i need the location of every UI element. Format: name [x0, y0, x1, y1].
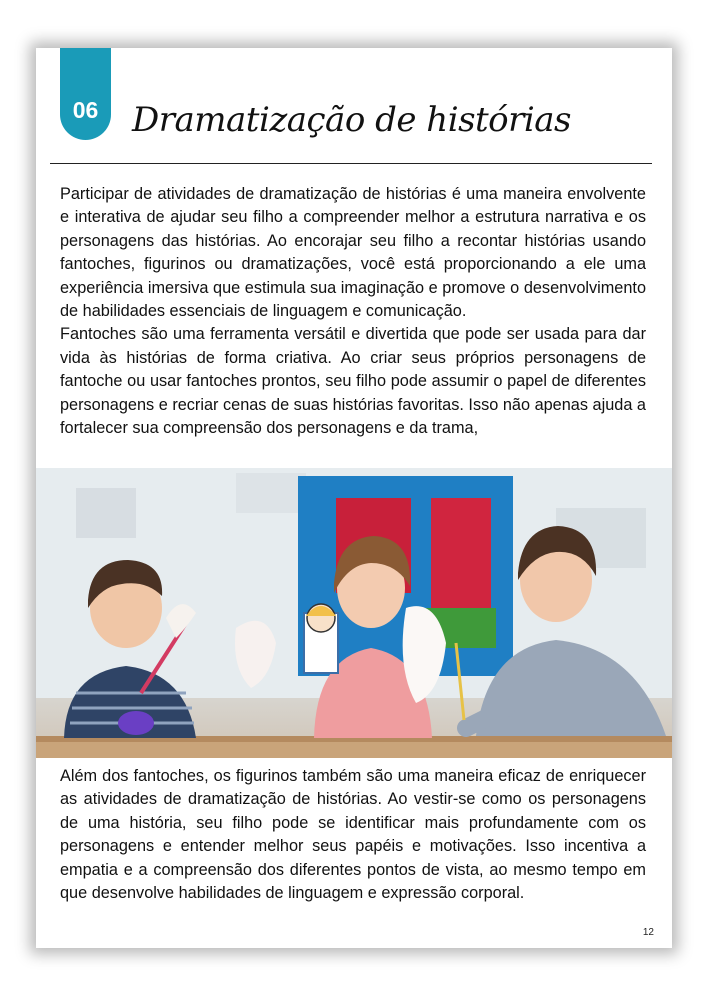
- section-number: 06: [72, 97, 99, 123]
- paragraph: Além dos fantoches, os figurinos também são uma maneira eficaz de enriquecer as atividades de dramatização de histórias. Ao vestir-se como os personagens de uma história, seu filho pode se identificar mais profundamente com os personagens e entender melhor seus papéis e motivações. Isso incentiva a empatia e a compreensão dos diferentes pontos de vista, ao mesmo tempo em que desenvolve habilidades de linguagem e expressão corporal.: [60, 767, 646, 903]
- section-number-badge: [60, 48, 111, 140]
- body-text-top: [60, 183, 646, 466]
- paragraph: Fantoches são uma ferramenta versátil e divertida que pode ser usada para dar vida às histórias de forma criativa. Ao criar seus próprios personagens de fantoche ou usar fantoches prontos, seu filho pode assumir o papel de diferentes personagens e recriar cenas de suas histórias favoritas. Isso não apenas ajuda a fortalecer sua compreensão dos personagens e da trama,: [60, 325, 646, 438]
- body-text-bottom: [60, 765, 646, 905]
- document-page: [36, 48, 672, 948]
- title-divider: [50, 163, 652, 164]
- page-number: 12: [642, 927, 654, 938]
- paragraph: Participar de atividades de dramatização de histórias é uma maneira envolvente e interativa de ajudar seu filho a compreender melhor a estrutura narrativa e os personagens das histórias. Ao encorajar seu filho a recontar histórias usando fantoches, figurinos ou dramatizações, você está proporcionando a ele uma experiência imersiva que estimula sua imaginação e promove o desenvolvimento de habilidades essenciais de linguagem e comunicação.: [60, 185, 646, 321]
- page-title: Dramatização de histórias: [132, 100, 571, 140]
- children-puppets-photo: [36, 468, 672, 758]
